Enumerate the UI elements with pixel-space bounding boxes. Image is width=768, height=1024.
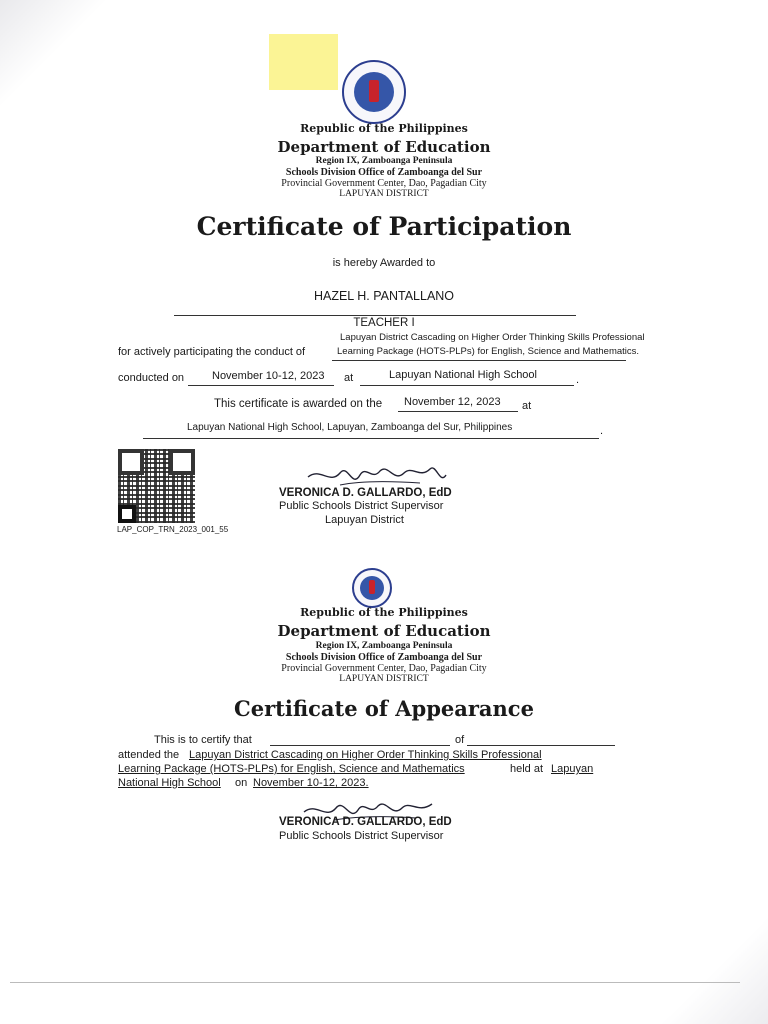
venue-underline	[360, 385, 574, 386]
department-text-2: Department of Education	[277, 622, 491, 640]
held-at-label: held at	[510, 763, 544, 775]
awarded-to-text: is hereby Awarded to	[332, 257, 436, 269]
awarded-at-label: at	[522, 400, 532, 412]
region-text: Region IX, Zamboanga Peninsula	[315, 156, 453, 166]
activity-line-1: Lapuyan District Cascading on Higher Order Thinking Skills Professional	[340, 332, 645, 343]
district-text: LAPUYAN DISTRICT	[339, 189, 429, 199]
signatory-title: Public Schools District Supervisor	[279, 500, 444, 512]
sticky-note	[269, 34, 338, 90]
certify-label: This is to certify that	[154, 734, 252, 746]
activity-part-1: Lapuyan District Cascading on Higher Order Thinking Skills Professional	[189, 749, 542, 761]
position-text: TEACHER I	[353, 317, 415, 329]
activity-underline	[332, 360, 626, 361]
certificate-title: Certificate of Participation	[196, 212, 572, 241]
at-label: at	[344, 372, 354, 384]
address-text-2: Provincial Government Center, Dao, Pagadian City	[281, 663, 487, 674]
deped-seal-icon-2	[352, 568, 392, 608]
place-period: .	[600, 425, 604, 437]
qr-corner-mark	[118, 505, 136, 523]
republic-text-2: Republic of the Philippines	[300, 606, 468, 619]
school-blank	[467, 745, 615, 746]
name-blank	[270, 745, 450, 746]
venue-period: .	[576, 374, 580, 386]
event-date: November 10-12, 2023.	[253, 777, 369, 789]
awarded-date-underline	[398, 411, 518, 412]
activity-part-2: Learning Package (HOTS-PLPs) for English, Science and Mathematics	[118, 763, 465, 775]
department-text: Department of Education	[277, 138, 491, 156]
signatory-name: VERONICA D. GALLARDO, EdD	[279, 487, 452, 499]
venue-part-2: National High School	[118, 777, 221, 789]
signatory-unit: Lapuyan District	[325, 514, 404, 526]
signatory-title-2: Public Schools District Supervisor	[279, 830, 444, 842]
awarded-on-label: This certificate is awarded on the	[214, 398, 383, 410]
republic-text: Republic of the Philippines	[300, 122, 468, 135]
recipient-underline	[174, 315, 576, 316]
date-underline	[188, 385, 334, 386]
activity-line-2: Learning Package (HOTS-PLPs) for English, Science and Mathematics.	[337, 346, 640, 357]
address-text: Provincial Government Center, Dao, Pagadian City	[281, 178, 487, 189]
attended-label: attended the	[118, 749, 180, 761]
venue-text: Lapuyan National High School	[389, 369, 537, 381]
certificate-title-2: Certificate of Appearance	[234, 696, 534, 721]
of-label: of	[455, 734, 465, 746]
division-text: Schools Division Office of Zamboanga del Sur	[285, 167, 483, 178]
conducted-on-label: conducted on	[118, 372, 185, 384]
place-underline	[143, 438, 599, 439]
conducted-date: November 10-12, 2023	[212, 370, 325, 382]
deped-seal-icon	[342, 60, 406, 124]
venue-part-1: Lapuyan	[551, 763, 594, 775]
division-text-2: Schools Division Office of Zamboanga del Sur	[285, 652, 483, 663]
signatory-name-2: VERONICA D. GALLARDO, EdD	[279, 816, 452, 828]
scan-edge-line	[10, 982, 740, 983]
region-text-2: Region IX, Zamboanga Peninsula	[315, 641, 453, 651]
on-label: on	[235, 777, 248, 789]
awarded-date: November 12, 2023	[404, 396, 501, 408]
awarded-place: Lapuyan National High School, Lapuyan, Zamboanga del Sur, Philippines	[187, 422, 513, 433]
district-text-2: LAPUYAN DISTRICT	[339, 674, 429, 684]
qr-code-id: LAP_COP_TRN_2023_001_55	[117, 525, 229, 534]
recipient-name: HAZEL H. PANTALLANO	[313, 289, 455, 303]
participating-label: for actively participating the conduct of	[118, 346, 306, 358]
